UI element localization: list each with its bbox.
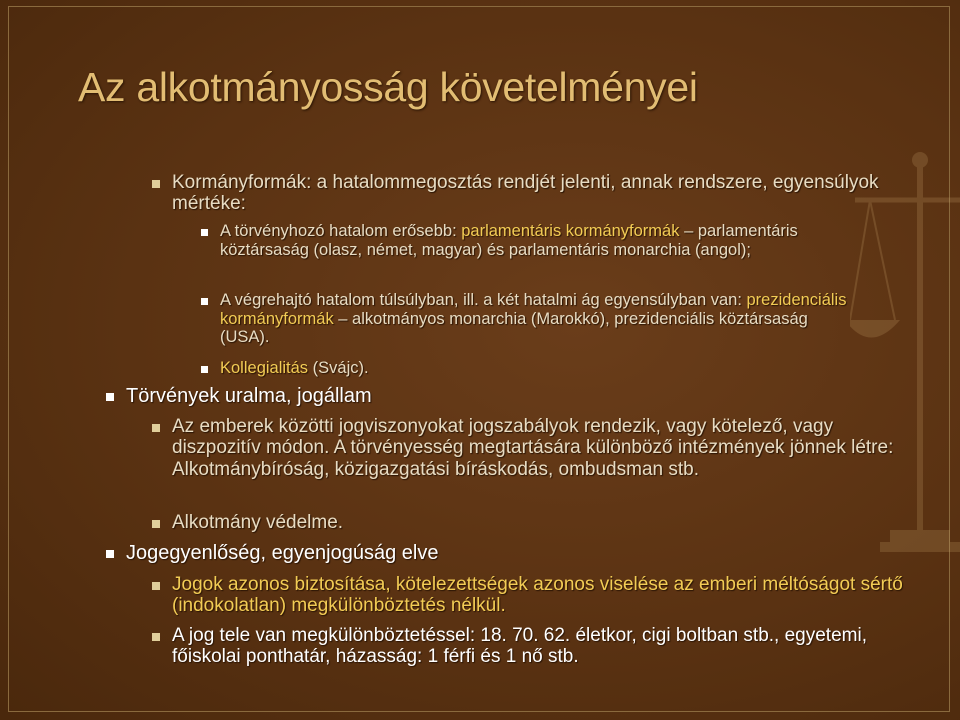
bullet-item (152, 574, 912, 617)
bullet-item (106, 385, 906, 408)
square-bullet-icon (201, 298, 208, 305)
square-bullet-icon (201, 229, 208, 236)
square-bullet-icon (106, 393, 114, 401)
slide-title: Az alkotmányosság követelményei (78, 64, 698, 110)
bullet-item (152, 416, 912, 480)
item-text: Jogok azonos biztosítása, kötelezettségek azonos viselése az emberi méltóságot sértő (indokolatlan) megkülönböztetés nélkül. (172, 574, 903, 617)
bullet-item (201, 222, 851, 259)
bullet-item (152, 172, 942, 215)
bullet-item (152, 512, 912, 533)
square-bullet-icon (152, 180, 160, 188)
item-text: Kollegialitás (Svájc). (220, 359, 369, 377)
item-text: A jog tele van megkülönböztetéssel: 18. 70. 62. életkor, cigi boltban stb., egyetemi, főiskolai ponthatár, házasság: 1 férfi és 1 nő stb. (172, 625, 867, 668)
item-text: A törvényhozó hatalom erősebb: parlamentáris kormányformák – parlamentáris köztársaság (olasz, német, magyar) és parlamentáris monarchia (angol); (220, 222, 798, 259)
bullet-item (201, 291, 861, 347)
bullet-item (106, 542, 906, 565)
item-text: Az emberek közötti jogviszonyokat jogszabályok rendezik, vagy kötelező, vagy diszpozitív módon. A törvényesség megtartására különböző intézmények jönnek létre: Alkotmánybíróság, közigazgatási bíráskodás, ombudsman stb. (172, 416, 894, 480)
square-bullet-icon (152, 424, 160, 432)
square-bullet-icon (201, 366, 208, 373)
item-text: Alkotmány védelme. (172, 512, 344, 533)
item-text: Törvények uralma, jogállam (126, 385, 372, 407)
square-bullet-icon (106, 550, 114, 558)
square-bullet-icon (152, 633, 160, 641)
item-text: Kormányformák: a hatalommegosztás rendjét jelenti, annak rendszere, egyensúlyok mértéke: (172, 172, 879, 215)
square-bullet-icon (152, 582, 160, 590)
bullet-item (152, 625, 912, 668)
square-bullet-icon (152, 520, 160, 528)
item-text: Jogegyenlőség, egyenjogúság elve (126, 542, 439, 564)
bullet-item (201, 359, 851, 378)
item-text: A végrehajtó hatalom túlsúlyban, ill. a két hatalmi ág egyensúlyban van: prezidenciális kormányformák – alkotmányos monarchia (Marokkó), prezidenciális köztársaság (USA). (220, 291, 847, 347)
